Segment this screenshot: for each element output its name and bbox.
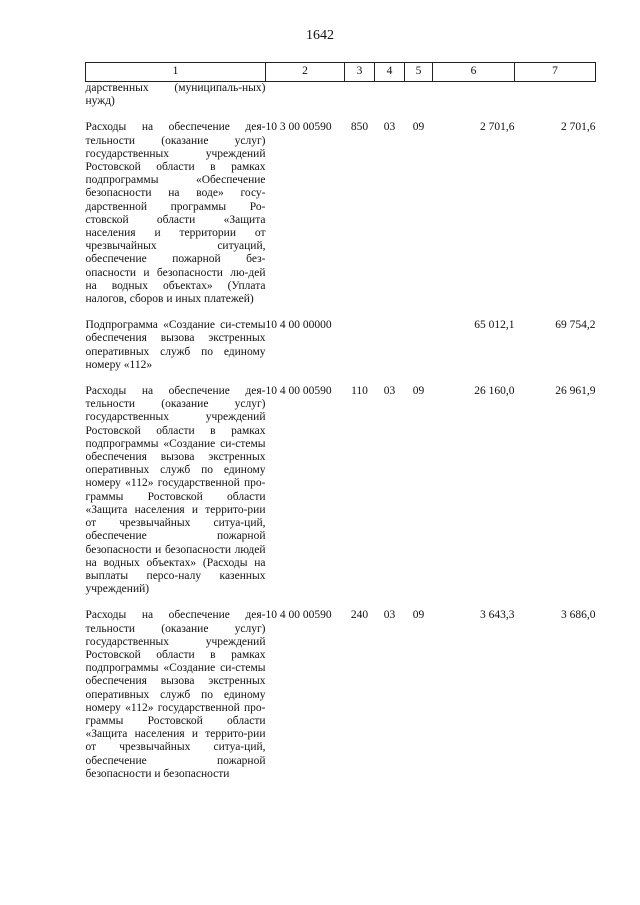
row-amount-col6: 26 160,0: [474, 385, 515, 398]
column-header-row: [86, 63, 596, 82]
row-amount-col7: 69 754,2: [555, 319, 596, 332]
row-section: [375, 319, 405, 372]
row-section: [375, 82, 405, 109]
header-col-1: 1: [86, 63, 266, 82]
header-col-3: 3: [345, 63, 375, 82]
row-expense-type: 240: [350, 609, 369, 622]
header-col-4: 4: [375, 63, 405, 82]
row-description: Подпрограмма «Создание си-стемы обеспечения вызова экстренных оперативных служб по единому номеру «112»: [85, 319, 266, 371]
row-subsection: 09: [412, 385, 425, 398]
table-row: [86, 82, 596, 109]
row-subsection: [405, 82, 433, 109]
row-amount-col7: 2 701,6: [561, 121, 596, 134]
row-description: Расходы на обеспечение дея-тельности (оказание услуг) государственных учреждений Ростовской области в рамках подпрограммы «Создание си-стемы обеспечения вызова экстренных оперативных служб по единому номеру «112» государственной про-граммы Ростовской области «Защита населения и террито-рии от чрезвычайных ситуа-ций, обеспечение пожарной безопасности и безопасности людей на водных объектах» (Расходы на выплаты персо-налу казенных учреждений): [85, 385, 266, 596]
header-col-5: 5: [405, 63, 433, 82]
row-expense-type: 850: [350, 121, 369, 134]
row-amount-col7: [515, 82, 596, 109]
table-row: [86, 319, 596, 372]
row-subsection: 09: [412, 121, 425, 134]
row-target-code: [266, 82, 345, 109]
row-expense-type: 110: [351, 385, 368, 398]
row-subsection: 09: [412, 609, 425, 622]
row-amount-col7: 3 686,0: [561, 609, 596, 622]
row-target-code: 10 4 00 00590: [265, 609, 332, 622]
table-row: [86, 385, 596, 596]
row-description: Расходы на обеспечение дея-тельности (оказание услуг) государственных учреждений Ростовской области в рамках подпрограммы «Создание си-стемы обеспечения вызова экстренных оперативных служб по единому номеру «112» государственной про-граммы Ростовской области «Защита населения и террито-рии от чрезвычайных ситуа-ций, обеспечение пожарной безопасности и безопасности: [85, 609, 266, 780]
row-target-code: 10 3 00 00590: [265, 121, 332, 134]
table-row: [86, 609, 596, 781]
table-row: [86, 121, 596, 306]
header-col-6: 6: [433, 63, 515, 82]
row-section: 03: [383, 609, 396, 622]
row-section: 03: [383, 385, 396, 398]
row-expense-type: [345, 82, 375, 109]
row-description: Расходы на обеспечение дея-тельности (оказание услуг) государственных учреждений Ростовской области в рамках подпрограммы «Обеспечение безопасности на воде» госу-дарственной программы Ро-стовской области «Защита населения и территории от чрезвычайных ситуаций, обеспечение пожарной без-опасности и безопасности лю-дей на водных объектах» (Уплата налогов, сборов и иных платежей): [85, 121, 266, 306]
row-section: 03: [383, 121, 396, 134]
header-col-7: 7: [515, 63, 596, 82]
header-col-2: 2: [266, 63, 345, 82]
row-target-code: 10 4 00 00000: [265, 319, 332, 332]
page-number: 1642: [306, 28, 334, 43]
row-description: дарственных (муниципаль-ных) нужд): [85, 82, 266, 108]
row-expense-type: [345, 319, 375, 372]
row-amount-col6: 65 012,1: [474, 319, 515, 332]
row-amount-col6: 2 701,6: [480, 121, 515, 134]
row-amount-col6: 3 643,3: [480, 609, 515, 622]
budget-table: [85, 62, 596, 781]
row-subsection: [405, 319, 433, 372]
row-target-code: 10 4 00 00590: [265, 385, 332, 398]
row-amount-col6: [433, 82, 515, 109]
row-amount-col7: 26 961,9: [555, 385, 596, 398]
